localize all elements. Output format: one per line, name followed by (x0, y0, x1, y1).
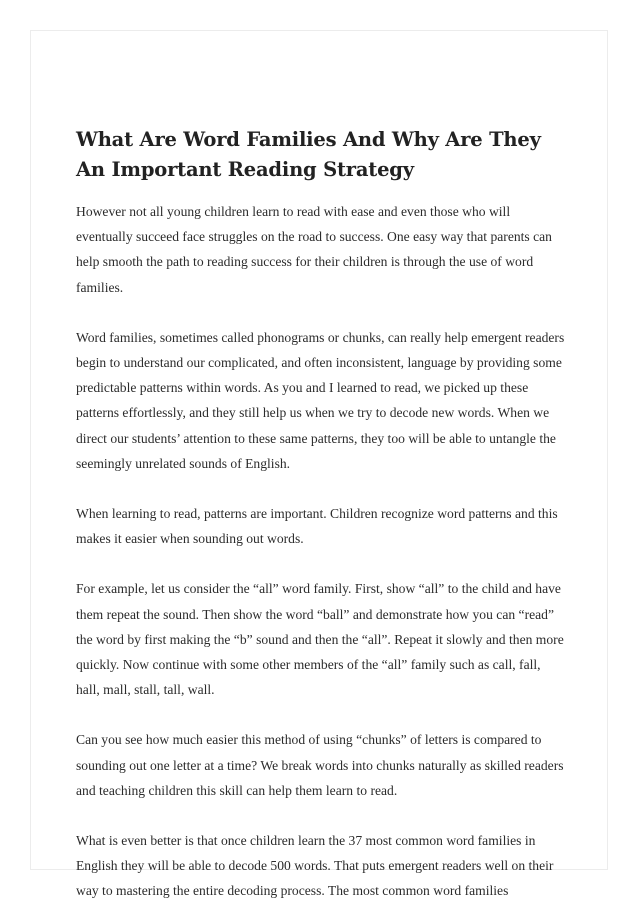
document-content (76, 125, 566, 904)
paragraph: Can you see how much easier this method of using “chunks” of letters is compared to sounding out one letter at a time? We break words into chunks naturally as skilled readers and teaching children this skill can help them learn to read. (76, 732, 564, 798)
document-title: What Are Word Families And Why Are They An Important Reading Strategy (76, 128, 541, 181)
paragraph: For example, let us consider the “all” word family. First, show “all” to the child and have them repeat the sound. Then show the word “ball” and demonstrate how you can “read” the word by first making the “b” sound and then the “all”. Repeat it slowly and then more quickly. Now continue with some other members of the “all” family such as call, fall, hall, mall, stall, tall, wall. (76, 581, 564, 698)
paragraph: What is even better is that once children learn the 37 most common word families in English they will be able to decode 500 words. That puts emergent readers well on their way to mastering the entire decoding process. The most common word families (76, 833, 554, 899)
document-page (30, 30, 608, 899)
paragraph: Word families, sometimes called phonograms or chunks, can really help emergent readers begin to understand our complicated, and often inconsistent, language by providing some predictable patterns within words. As you and I learned to read, we picked up these patterns effortlessly, and they still help us when we try to decode new words. When we direct our students’ attention to these same patterns, they too will be able to untangle the seemingly unrelated sounds of English. (76, 329, 565, 471)
paragraph: When learning to read, patterns are important. Children recognize word patterns and this makes it easier when sounding out words. (76, 506, 558, 547)
paragraph: However not all young children learn to read with ease and even those who will eventually succeed face struggles on the road to success. One easy way that parents can help smooth the path to reading success for their children is through the use of word families. (76, 204, 552, 295)
